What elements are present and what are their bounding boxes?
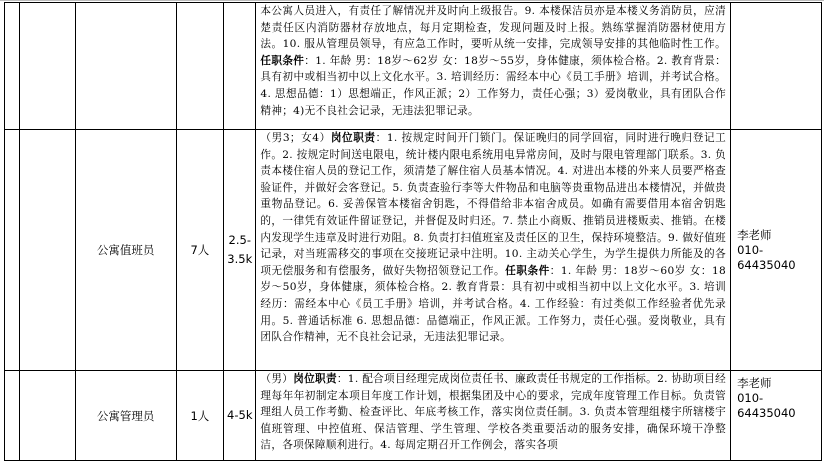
contact-phone: 010-64435040 — [737, 391, 796, 420]
description-cell — [256, 130, 731, 371]
salary-cell: 2.5-3.5k — [224, 130, 256, 371]
index-cell — [5, 371, 20, 461]
duties-label: 岗位职责 — [330, 132, 376, 144]
contact-name: 李老师 — [737, 227, 772, 242]
job-listing-table — [4, 2, 822, 461]
requirements-text: ：1. 年龄 男：18岁～60岁 女：18岁～50岁，身体健康，须体检合格。2. 教育背景：具有初中或相当初中以上文化水平。3. 培训经历：需经本中心《员工手册》培训，并考试合格。4. 工作经验：有过类似工作经验者优先录用。5. 普通话标准 6. 思想品德：品德端正，作风正派。工作努力，责任心强。爱岗敬业，具有团队合作精神，无不良社会记录，无违法犯罪记录。 — [260, 264, 727, 344]
gender-split: （男3；女4） — [260, 132, 331, 144]
index-cell — [5, 130, 20, 371]
headcount-cell: 1人 — [176, 371, 223, 461]
description-text: 本公寓人员进入，有责任了解情况并及时向上级报告。9. 本楼保洁员亦是本楼义务消防员，应清楚责任区内消防器材存放地点，每月定期检查，发现问题及时上报。熟练掌握消防器材使用方法。10. 服从管理员领导，有应急工作时，要听从统一安排，完成领导安排的其他临时性工作。 — [260, 5, 727, 51]
contact-name: 李老师 — [737, 376, 772, 390]
position-title-cell — [75, 3, 176, 130]
description-cell — [256, 371, 731, 461]
position-title-cell: 公寓值班员 — [75, 130, 176, 371]
category-cell — [20, 130, 76, 371]
table-row — [5, 371, 822, 461]
contact-cell — [731, 130, 822, 371]
table-row — [5, 130, 822, 371]
job-description — [256, 130, 730, 370]
job-description — [256, 371, 730, 459]
requirements-label: 任职条件 — [505, 264, 550, 277]
position-title-cell: 公寓管理员 — [75, 371, 176, 461]
contact-phone: 010-64435040 — [737, 242, 796, 272]
duties-text: ：1. 配合项目经理完成岗位责任书、廉政责任书规定的工作指标。2. 协助项目经理每年年初制定本项目年度工作计划，根据集团及中心的要求，完成年度管理工作目标。负责管理组人员工作考勤、检查评比、年底考核工作，落实岗位责任制。3. 负责本管理组楼宇所辖楼宇值班管理、中控值班、保洁管理、学生管理、学校各类重要活动的服务安排，确保环境干净整洁，各项保障顺利进行。4. 每周定期召开工作例会，落实各项 — [260, 373, 727, 452]
description-cell — [256, 3, 731, 130]
headcount-cell: 7人 — [176, 130, 223, 371]
headcount-cell — [176, 3, 223, 130]
duties-label: 岗位职责 — [293, 373, 337, 385]
job-description — [256, 3, 730, 129]
duties-text: ：1. 按规定时间开门锁门。保证晚归的同学回宿，同时进行晚归登记工作。2. 按规定时间送电限电，统计楼内限电系统用电异常房间，及时与限电管理部门联系。3. 负责本楼住宿人员的登记工作，须清楚了解住宿人员基本情况。4. 对进出本楼的外来人员要严格查验证件，并做好会客登记。5. 负责查验行李等大件物品和电脑等贵重物品进出本楼情况，并做贵重物品登记。6. 妥善保管本楼宿舍钥匙，不得借给非本宿舍成员。如确有需要借用本宿舍钥匙的，一律凭有效证件留证登记，并督促及时归还。7. 禁止小商贩、推销员进楼贩卖、推销。在楼内发现学生违章及时进行劝阻。8. 负责打扫值班室及责任区的卫生，保持环境整洁。9. 做好值班记录，对当班需移交的事项在交接班记录中注明。10. 主动关心学生，为学生提供力所能及的各项无偿服务和有偿服务，做好失物招领登记工作。 — [260, 132, 727, 277]
category-cell — [20, 371, 76, 461]
gender-split: （男） — [260, 373, 294, 385]
requirements-label: 任职条件 — [260, 54, 305, 67]
category-cell — [20, 3, 76, 130]
page-top-border — [0, 0, 824, 1]
contact-cell — [731, 371, 822, 461]
table-row — [5, 3, 822, 130]
index-cell — [5, 3, 20, 130]
requirements-text: ：1. 年龄 男：18岁～62岁 女：18岁～55岁，身体健康，须体检合格。2. 教育背景：具有初中或相当初中以上文化水平。3. 培训经历：需经本中心《员工手册》培训，并考试合格。4. 思想品德：1）思想端正，作风正派；2）工作努力，责任心强；3）爱岗敬业，具有团队合作精神；4)无不良社会记录，无违法犯罪记录。 — [260, 54, 727, 117]
salary-cell — [224, 3, 256, 130]
salary-cell: 4-5k — [224, 371, 256, 461]
contact-cell — [731, 3, 822, 130]
